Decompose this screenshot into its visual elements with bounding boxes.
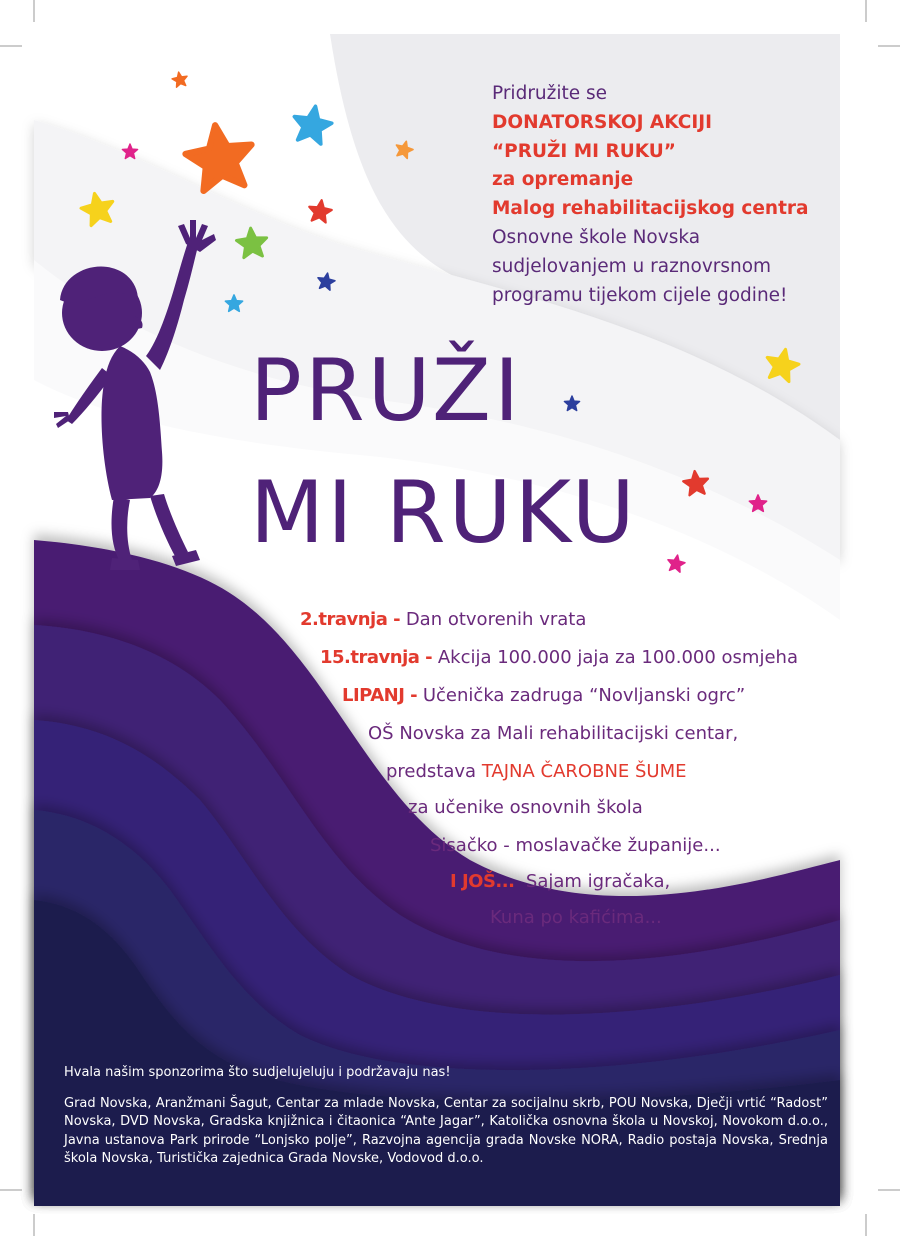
star-icon [171, 71, 188, 88]
event-8 [450, 870, 670, 894]
title-line-2: MI RUKU [250, 463, 638, 563]
event-5-text: predstava [386, 761, 482, 782]
title-line-1: PRUŽI [250, 341, 523, 441]
star-icon [182, 121, 257, 193]
intro-line-3: “PRUŽI MI RUKU” [492, 140, 676, 162]
intro-line-8: programu tijekom cijele godine! [492, 284, 788, 306]
intro-line-7: sudjelovanjem u raznovrsnom [492, 255, 772, 277]
intro-line-5: Malog rehabilitacijskog centra [492, 198, 809, 220]
intro-text [492, 80, 872, 310]
event-9: Kuna po kafićima... [490, 907, 662, 928]
footer-sponsors: Grad Novska, Aranžmani Šagut, Centar za mlade Novska, Centar za socijalnu skrb, POU Novska, Dječji vrtić “Radost” Novska, DVD Novska, Gradska knjižnica i čitaonica “Ante Jagar”, Katolička osnovna škola u Novskoj, Novokom d.o.o., Javna ustanova Park prirode “Lonjsko polje”, Razvojna agencija grada Novske NORA, Radio postaja Novska, Srednja škola Novska, Turistička zajednica Grada Novske, Vodovod d.o.o. [64, 1095, 828, 1166]
event-6: za učenike osnovnih škola [408, 797, 643, 818]
event-2-text: Akcija 100.000 jaja za 100.000 osmjeha [432, 647, 798, 668]
star-icon [307, 199, 333, 224]
footer-thanks: Hvala našim sponzorima što sudjelujeluju i podržavaju nas! [64, 1065, 451, 1080]
event-5 [386, 760, 687, 784]
event-5-highlight: TAJNA ČAROBNE ŠUME [481, 761, 687, 782]
event-4: OŠ Novska za Mali rehabilitacijski centar, [368, 723, 739, 744]
event-1-text: Dan otvorenih vrata [400, 609, 587, 630]
intro-line-2: DONATORSKOJ AKCIJI [492, 111, 712, 133]
event-2-date: 15.travnja - [320, 647, 433, 668]
event-8-highlight: I JOŠ... [450, 871, 515, 892]
event-3-date: LIPANJ - [342, 685, 418, 706]
event-8-text: Sajam igračaka, [514, 871, 671, 892]
footer [64, 1064, 828, 1169]
intro-line-4: za opremanje [492, 169, 634, 191]
event-3-text: Učenička zadruga “Novljanski ogrc” [417, 685, 746, 706]
event-1 [300, 608, 586, 632]
intro-line-6: Osnovne škole Novska [492, 226, 701, 248]
intro-line-1: Pridružite se [492, 83, 608, 104]
event-7: Sisačko - moslavačke županije... [430, 835, 721, 856]
event-2 [320, 646, 798, 670]
star-icon [290, 103, 334, 145]
event-1-date: 2.travnja - [300, 609, 401, 630]
event-3 [342, 684, 745, 708]
star-icon [666, 554, 686, 573]
